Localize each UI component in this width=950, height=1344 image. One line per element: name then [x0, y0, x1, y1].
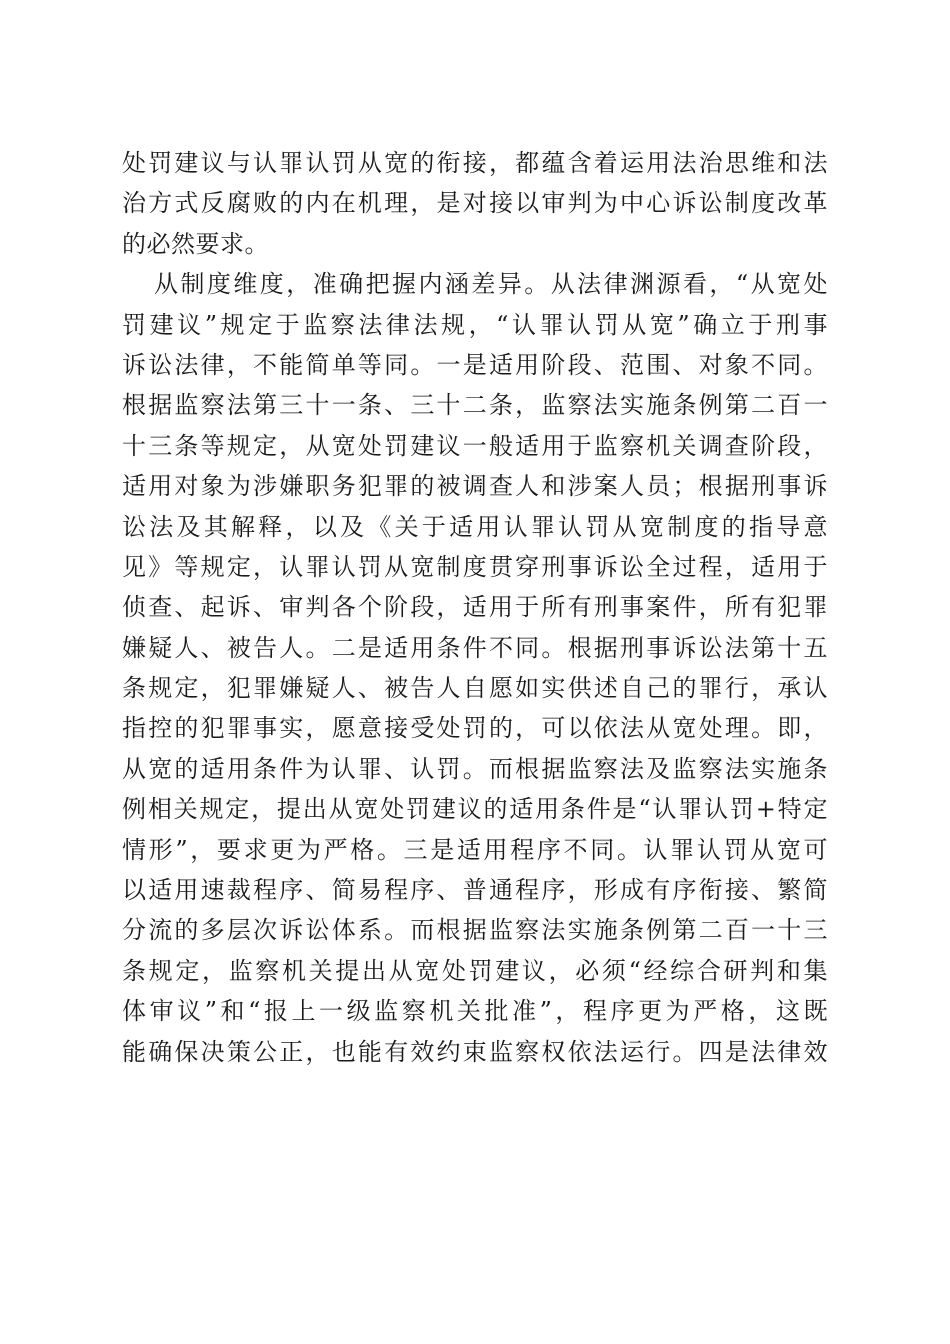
- paragraph-2-line-11: 条规定，犯罪嫌疑人、被告人自愿如实供述自己的罪行，承认: [122, 674, 828, 703]
- paragraph-2-line-20: 能确保决策公正，也能有效约束监察权依法运行。四是法律效: [122, 1037, 828, 1066]
- paragraph-2-line-9: 侦查、起诉、审判各个阶段，适用于所有刑事案件，所有犯罪: [122, 593, 828, 622]
- paragraph-2-line-3: 诉讼法律，不能简单等同。一是适用阶段、范围、对象不同。: [122, 350, 828, 379]
- paragraph-2-line-21: [122, 1072, 828, 1112]
- paragraph-2-line-7: 讼法及其解释，以及《关于适用认罪认罚从宽制度的指导意: [122, 512, 828, 541]
- paragraph-1-line-2: 治方式反腐败的内在机理，是对接以审判为中心诉讼制度改革: [122, 189, 828, 218]
- paragraph-1-line-1: 处罚建议与认罪认罚从宽的衔接，都蕴含着运用法治思维和法: [122, 149, 828, 177]
- paragraph-2-line-17: 分流的多层次诉讼体系。而根据监察法实施条例第二百一十三: [122, 916, 828, 945]
- paragraph-2-line-13: 从宽的适用条件为认罪、认罚。而根据监察法及监察法实施条: [122, 754, 828, 783]
- paragraph-2-line-18: 条规定，监察机关提出从宽处罚建议，必须“经综合研判和集: [122, 956, 828, 985]
- paragraph-2-line-8: 见》等规定，认罪认罚从宽制度贯穿刑事诉讼全过程，适用于: [122, 552, 828, 581]
- paragraph-2-line-5: 十三条等规定，从宽处罚建议一般适用于监察机关调查阶段，: [122, 431, 828, 460]
- paragraph-2-line-6: 适用对象为涉嫌职务犯罪的被调查人和涉案人员；根据刑事诉: [122, 472, 828, 501]
- paragraph-2-line-14: 例相关规定，提出从宽处罚建议的适用条件是“认罪认罚+特定: [122, 795, 828, 824]
- paragraph-2-line-2: 罚建议”规定于监察法律法规，“认罪认罚从宽”确立于刑事: [122, 310, 828, 339]
- paragraph-2-line-1: 从制度维度，准确把握内涵差异。从法律渊源看，“从宽处: [154, 270, 828, 299]
- document-body: [122, 143, 828, 1112]
- paragraph-2-line-12: 指控的犯罪事实，愿意接受处罚的，可以依法从宽处理。即，: [122, 714, 828, 743]
- paragraph-2-line-4: 根据监察法第三十一条、三十二条，监察法实施条例第二百一: [122, 391, 828, 420]
- paragraph-2-line-19: 体审议”和“报上一级监察机关批准”，程序更为严格，这既: [122, 997, 828, 1026]
- paragraph-2-line-10: 嫌疑人、被告人。二是适用条件不同。根据刑事诉讼法第十五: [122, 633, 828, 662]
- paragraph-2-line-16: 以适用速裁程序、简易程序、普通程序，形成有序衔接、繁简: [122, 876, 828, 905]
- paragraph-1-line-3: 的必然要求。: [122, 229, 269, 258]
- paragraph-2-line-15: 情形”，要求更为严格。三是适用程序不同。认罪认罚从宽可: [122, 835, 828, 864]
